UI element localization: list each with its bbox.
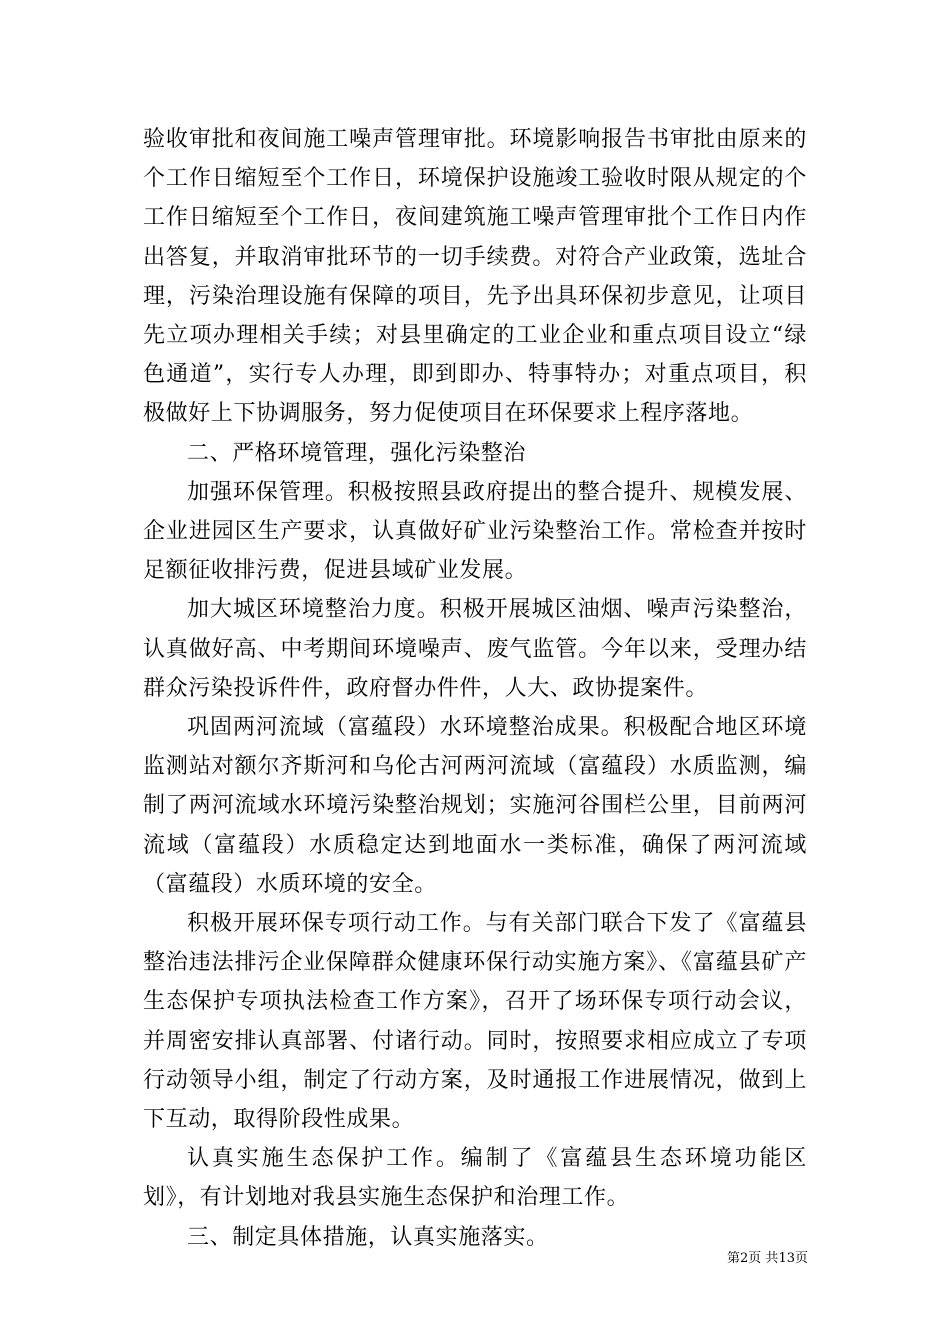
paragraph-urban-rectification: 加大城区环境整治力度。积极开展城区油烟、噪声污染整治，认真做好高、中考期间环境噪声、废气监管。今年以来，受理办结群众污染投诉件件，政府督办件件，人大、政协提案件。 <box>143 597 807 701</box>
document-body <box>143 120 807 1257</box>
section-heading-three: 三、制定具体措施，认真实施落实。 <box>187 1224 549 1250</box>
paragraph-two-rivers: 巩固两河流域（富蕴段）水环境整治成果。积极配合地区环境监测站对额尔齐斯河和乌伦古河两河流域（富蕴段）水质监测，编制了两河流域水环境污染整治规划；实施河谷围栏公里，目前两河流域（富蕴段）水质稳定达到地面水一类标准，确保了两河流域（富蕴段）水质环境的安全。 <box>143 715 807 897</box>
paragraph-strengthen-management: 加强环保管理。积极按照县政府提出的整合提升、规模发展、企业进园区生产要求，认真做好矿业污染整治工作。常检查并按时足额征收排污费，促进县域矿业发展。 <box>143 479 807 584</box>
paragraph-special-action: 积极开展环保专项行动工作。与有关部门联合下发了《富蕴县整治违法排污企业保障群众健康环保行动实施方案》、《富蕴县矿产生态保护专项执法检查工作方案》，召开了场环保专项行动会议，并周密安排认真部署、付诸行动。同时，按照要求相应成立了专项行动领导小组，制定了行动方案，及时通报工作进展情况，做到上下互动，取得阶段性成果。 <box>143 911 807 1133</box>
footer-suffix: 页 <box>794 1251 808 1266</box>
footer-prefix: 第 <box>727 1251 741 1266</box>
footer-middle: 页 共 <box>748 1251 779 1266</box>
footer-current-page: 2 <box>740 1251 749 1266</box>
page-number-footer <box>727 1251 808 1267</box>
section-heading-two: 二、严格环境管理，强化污染整治 <box>187 440 527 466</box>
paragraph-approval-continuation: 验收审批和夜间施工噪声管理审批。环境影响报告书审批由原来的个工作日缩短至个工作日，环境保护设施竣工验收时限从规定的个工作日缩短至个工作日，夜间建筑施工噪声管理审批个工作日内作出答复，并取消审批环节的一切手续费。对符合产业政策，选址合理，污染治理设施有保障的项目，先予出具环保初步意见，让项目先立项办理相关手续；对县里确定的工业企业和重点项目设立“绿色通道”，实行专人办理，即到即办、特事特办；对重点项目，积极做好上下协调服务，努力促使项目在环保要求上程序落地。 <box>143 127 807 427</box>
footer-total-pages: 13 <box>778 1251 795 1266</box>
paragraph-ecological-protection: 认真实施生态保护工作。编制了《富蕴县生态环境功能区划》，有计划地对我县实施生态保护和治理工作。 <box>143 1146 807 1211</box>
